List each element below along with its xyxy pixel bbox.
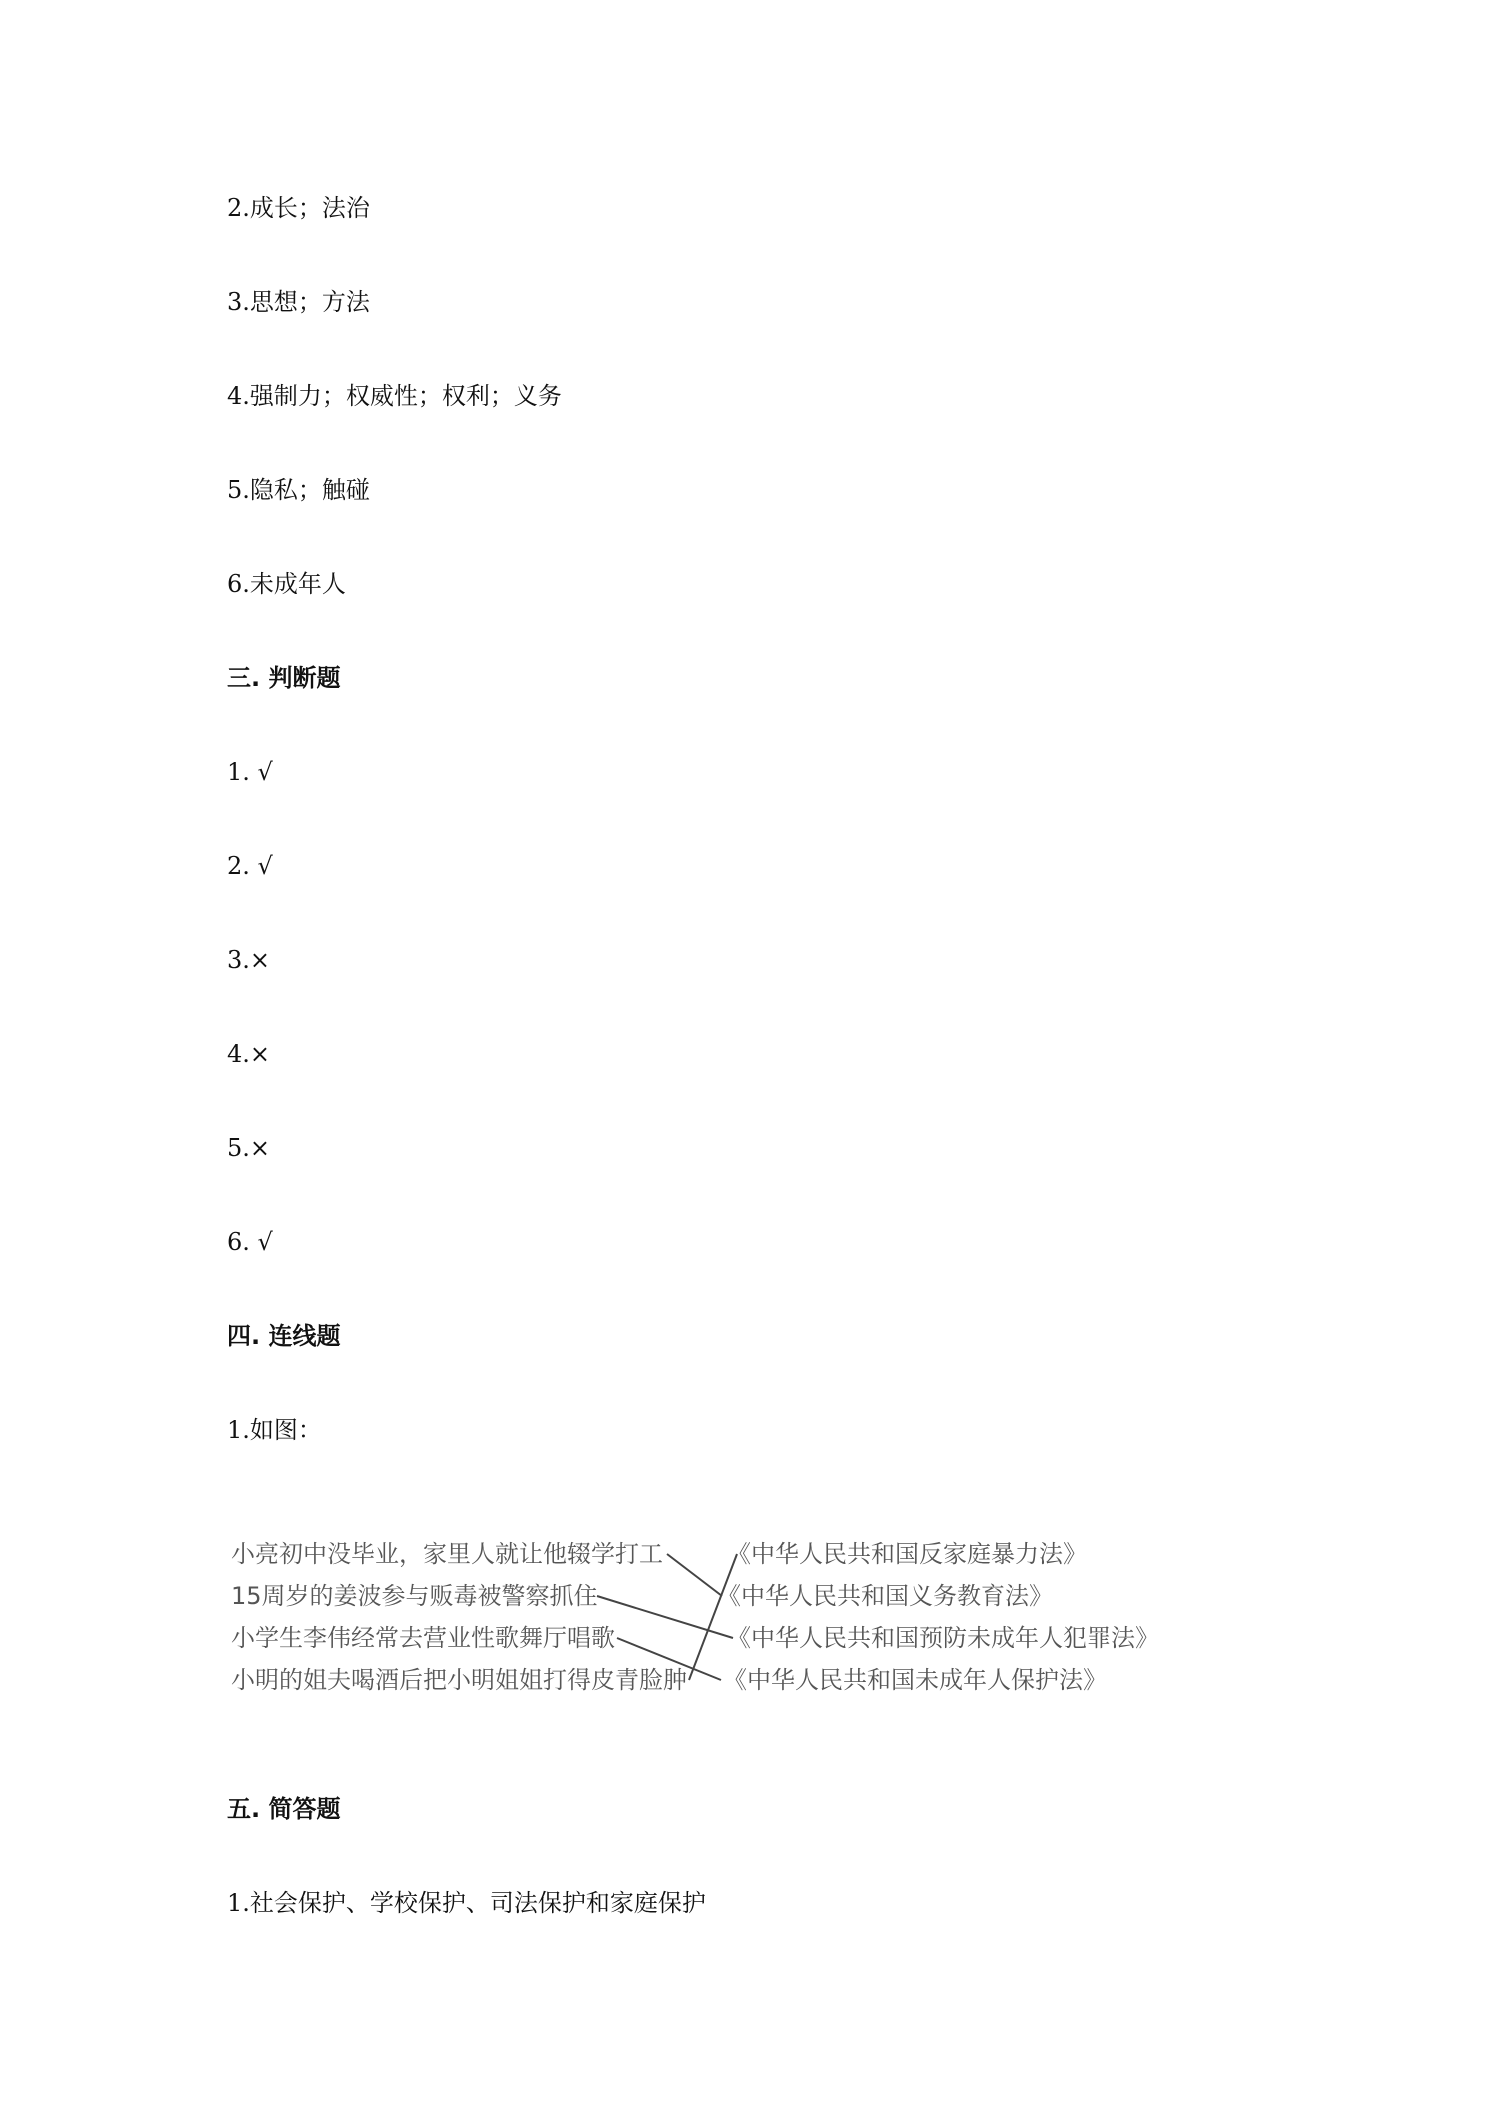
item-text: 思想；方法	[249, 288, 370, 316]
item-number: 4.	[227, 1040, 250, 1068]
right-item: 《中华人民共和国预防未成年人犯罪法》	[727, 1624, 1159, 1652]
item-text: 强制力；权威性；权利；义务	[249, 382, 562, 410]
item-text: √	[257, 758, 273, 786]
answer-line	[227, 851, 273, 881]
right-item: 《中华人民共和国未成年人保护法》	[723, 1666, 1107, 1694]
matching-figure-svg	[227, 1530, 1187, 1720]
item-text: ×	[249, 1134, 271, 1162]
answer-line	[227, 287, 370, 317]
section-heading-short-answer: 五. 简答题	[227, 1795, 341, 1823]
item-number: 4.	[227, 382, 250, 410]
item-number: 2.	[227, 194, 250, 222]
item-text: 隐私；触碰	[249, 476, 370, 504]
left-item: 15周岁的姜波参与贩毒被警察抓住	[231, 1582, 598, 1610]
connector-line	[667, 1554, 722, 1596]
item-text: 成长；法治	[249, 194, 370, 222]
answer-line	[227, 381, 562, 411]
answer-line	[227, 1227, 273, 1257]
item-text: √	[257, 852, 273, 880]
item-text: √	[257, 1228, 273, 1256]
item-number: 6.	[227, 570, 250, 598]
answer-line	[227, 1415, 322, 1445]
answer-line	[227, 757, 273, 787]
answer-line	[227, 475, 370, 505]
answer-line	[227, 193, 370, 223]
item-number: 5.	[227, 476, 250, 504]
left-item: 小学生李伟经常去营业性歌舞厅唱歌	[231, 1624, 615, 1652]
item-number: 2.	[227, 852, 250, 880]
item-number: 1.	[227, 1889, 250, 1917]
left-item: 小明的姐夫喝酒后把小明姐姐打得皮青脸肿	[231, 1666, 687, 1694]
connector-line	[689, 1554, 737, 1680]
section-heading-judgment: 三. 判断题	[227, 664, 341, 692]
item-number: 3.	[227, 946, 250, 974]
item-text: 如图：	[249, 1416, 322, 1444]
answer-line	[227, 569, 346, 599]
item-text: 社会保护、学校保护、司法保护和家庭保护	[249, 1889, 706, 1917]
answer-line	[227, 945, 270, 975]
item-number: 1.	[227, 758, 250, 786]
item-text: 未成年人	[249, 570, 346, 598]
left-item: 小亮初中没毕业，家里人就让他辍学打工	[231, 1540, 663, 1568]
answer-line	[227, 1888, 706, 1918]
answer-line	[227, 1133, 270, 1163]
item-number: 3.	[227, 288, 250, 316]
right-item: 《中华人民共和国义务教育法》	[717, 1582, 1053, 1610]
item-number: 6.	[227, 1228, 250, 1256]
item-number: 1.	[227, 1416, 250, 1444]
item-text: ×	[249, 946, 271, 974]
item-text: ×	[249, 1040, 271, 1068]
right-item: 《中华人民共和国反家庭暴力法》	[727, 1540, 1087, 1568]
item-number: 5.	[227, 1134, 250, 1162]
answer-line	[227, 1039, 270, 1069]
matching-figure	[227, 1530, 1187, 1720]
section-heading-matching: 四. 连线题	[227, 1322, 341, 1350]
